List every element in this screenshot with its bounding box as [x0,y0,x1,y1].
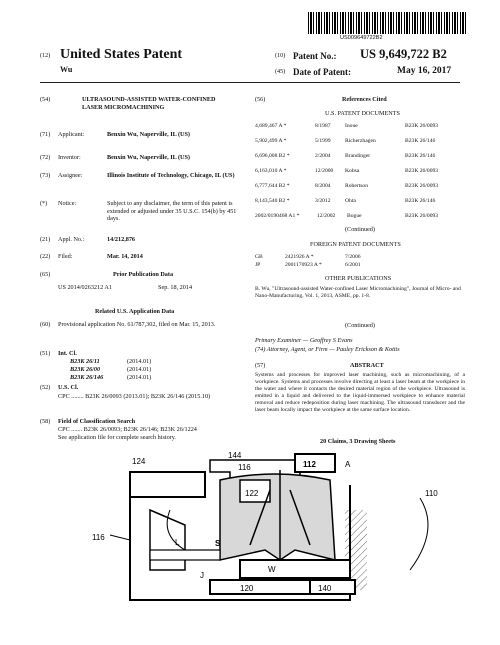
applicant-value: Benxin Wu, Naperville, IL (US) [107,131,190,138]
code-51: (51) [40,350,51,357]
code-21: (21) [40,236,51,243]
label-112: 112 [303,460,316,469]
inventor-value: Benxin Wu, Naperville, IL (US) [107,154,190,161]
label-L: L [175,538,180,547]
code-54: (54) [40,96,51,103]
filed-label: Filed: [58,253,73,260]
label-W: W [268,565,276,574]
assignee-value: Illinois Institute of Technology, Chicago, IL (US) [107,172,235,179]
other-pubs-text: B. Wu, "Ultrasound-assisted Water-confined Laser Micromachining", Journal of Micro- and Nano-Manufacturing, Vol. 1, 2013, ASME, pp. 1-8. [255,286,461,299]
assignee-label: Assignee: [58,172,83,179]
inventor-short: Wu [60,65,73,74]
box-120 [210,580,310,594]
int-cl-class: B23K 26/146 [70,374,104,381]
continued-1: (Continued) [345,226,375,233]
barcode [308,12,468,34]
code-60: (60) [40,321,51,328]
substrate [150,550,220,560]
label-J: J [200,571,204,580]
code-72: (72) [40,154,51,161]
appl-no-value: 14/212,876 [107,236,136,243]
code-73: (73) [40,172,51,179]
foreign-docs-list: GB 2421926 A * 7/2006 JP 2001170923 A * 6/2001 [255,254,361,268]
int-cl-year: (2014.01) [127,358,152,365]
patent-number: US 9,649,722 B2 [360,47,447,61]
code-56: (56) [255,96,266,103]
continued-2: (Continued) [345,322,375,329]
foreign-docs-title: FOREIGN PATENT DOCUMENTS [310,241,401,248]
code-45: (45) [275,68,286,75]
search-field-label: Field of Classification Search [58,418,136,425]
attorney-line: (74) Attorney, Agent, or Firm — Pauley Erickson & Kottis [255,346,400,353]
patent-date: May 16, 2017 [397,66,452,76]
label-110: 110 [425,489,438,498]
prior-pub-number: US 2014/0263212 A1 [58,284,112,291]
search-field-cpc: CPC ....... B23K 26/0093; B23K 26/146; B23K 26/1224 [58,426,197,433]
us-docs-list: 4,689,467 A * 8/1987 Inoue B23K 26/0093 5,902,499 A * 5/1999 Richerzhagen B23K 26/146 6,696,008 B2 * 2/2004 Brandinger B23K 26/146 6,163,010 A * 12/2000 Kobsa B23K 26/0093 6,777,644 B2 * 8/2004 Robertson B23K 26/0093 8,143,540 B2 * 3/2012 Ohta B23K 26/146 2002/0190468 A1 * 12/2002 Bogue B23K 26/0093 [255,123,439,219]
workpiece [240,560,350,578]
us-cl-label: U.S. Cl. [58,384,79,391]
prior-pub-title: Prior Publication Data [113,271,174,278]
label-122: 122 [245,489,259,498]
int-cl-year: (2014.01) [127,374,152,381]
code-10: (10) [275,52,286,59]
provisional-value: Provisional application No. 61/787,302, filed on Mar. 15, 2013. [58,321,216,328]
code-57: (57) [255,362,266,369]
pointer-116 [110,535,130,540]
filed-value: Mar. 14, 2014 [107,253,143,260]
attorney-name: Pauley Erickson & Kottis [336,346,400,353]
label-140: 140 [318,584,332,593]
country-title: United States Patent [60,47,183,62]
label-124: 124 [132,457,146,466]
examiner-label: Primary Examiner [255,337,302,344]
code-71: (71) [40,131,51,138]
label-116: 116 [238,463,251,472]
appl-no-label: Appl. No.: [58,236,85,243]
label-120: 120 [240,584,254,593]
date-label: Date of Patent: [293,67,351,77]
other-pubs-title: OTHER PUBLICATIONS [325,275,392,282]
related-title: Related U.S. Application Data [95,308,175,315]
inventor-label: Inventor: [58,154,81,161]
abstract-text: Systems and processes for improved laser machining, such as micromachining, of a workpiece. Systems and processes involve directing at least a laser beam at the workpiece in the water and where it contacts the desired material region of the workpiece. Ultrasound is emitted in a liquid and delivered to the liquid-immersed workpiece to enhance material removal and reduce redeposition during laser machining. The ultrasound transducer and the laser beam locally impact the workpiece at the same surface location. [255,372,465,413]
code-12: (12) [40,52,51,59]
claims-count: 20 Claims, 3 Drawing Sheets [320,438,396,445]
attorney-label: (74) Attorney, Agent, or Firm [255,346,328,353]
box-124 [130,472,205,497]
references-title: References Cited [342,96,387,103]
pointer-110 [410,498,428,570]
code-58: (58) [40,418,51,425]
patent-title: ULTRASOUND-ASSISTED WATER-CONFINED LASER MICROMACHINING [82,96,216,111]
examiner-line: Primary Examiner — Geoffrey S Evans [255,337,353,344]
transducer-dome [220,474,335,560]
notice-label: Notice: [58,200,77,207]
examiner-name: Geoffrey S Evans [309,337,353,344]
code-52: (52) [40,384,51,391]
code-22: (22) [40,253,51,260]
notice-value: Subject to any disclaimer, the term of this patent is extended or adjusted under 35 U.S.C. 154(b) by 451 days. [107,200,237,223]
us-cl-cpc: CPC ........ B23K 26/0093 (2013.01); B23K 26/146 (2015.10) [58,393,211,400]
int-cl-class: B23K 26/11 [70,358,100,365]
label-144: 144 [228,451,242,460]
code-notice: (*) [40,200,48,207]
int-cl-label: Int. Cl. [58,350,77,357]
box-140 [310,580,355,594]
label-A: A [345,460,351,469]
header-rule [40,82,460,83]
label-S: S [215,539,221,548]
search-field-see: See application file for complete search history. [58,434,176,441]
barcode-number: US009649722B2 [340,35,383,41]
int-cl-year: (2014.01) [127,366,152,373]
patent-figure [90,450,470,638]
applicant-label: Applicant: [58,131,85,138]
prior-pub-date: Sep. 18, 2014 [158,284,193,291]
patent-no-label: Patent No.: [293,51,337,61]
code-65: (65) [40,271,51,278]
abstract-title: ABSTRACT [350,362,384,369]
int-cl-class: B23K 26/00 [70,366,101,373]
us-docs-title: U.S. PATENT DOCUMENTS [325,110,400,117]
label-116b: 116 [92,533,105,542]
